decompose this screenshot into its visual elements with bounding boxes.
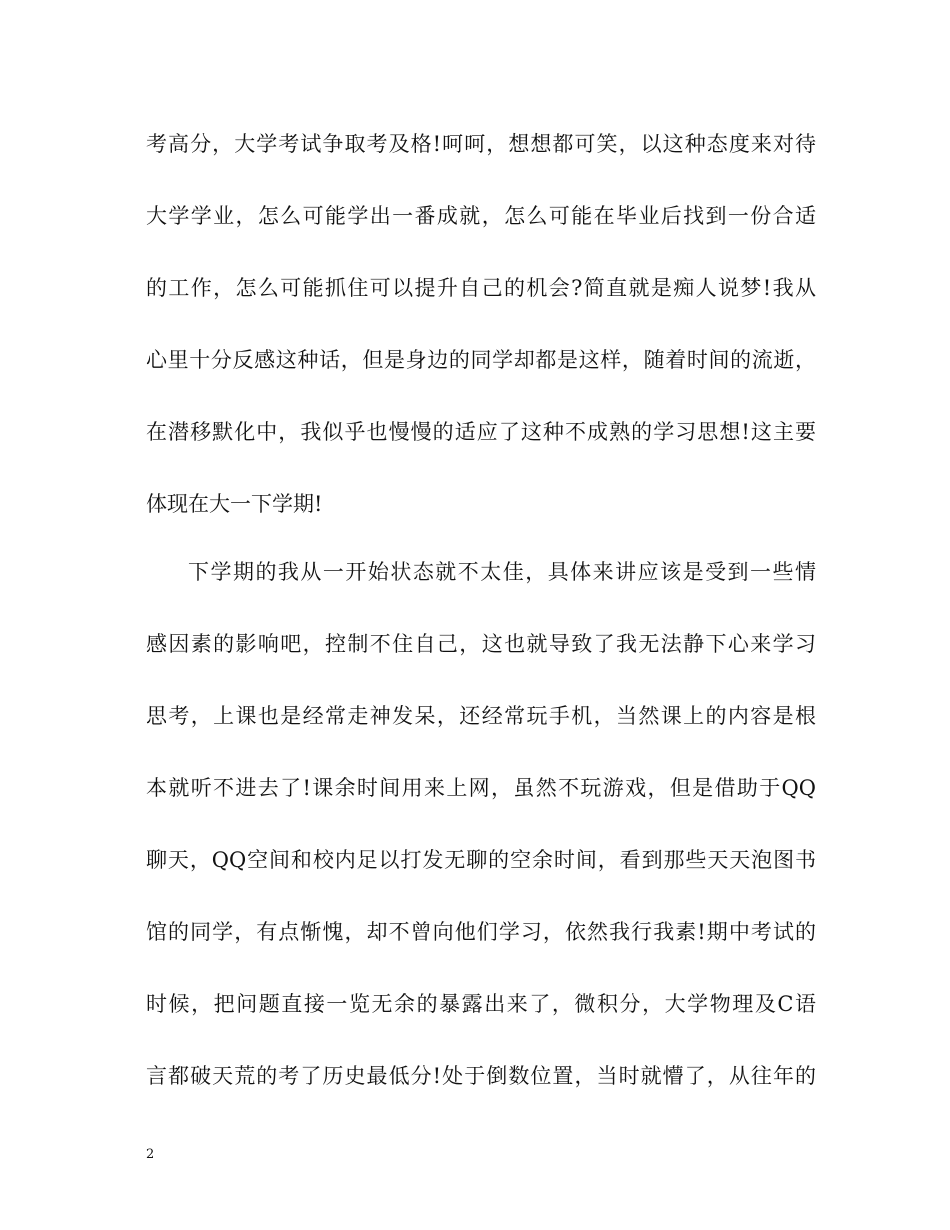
- text-line: 本就听不进去了!课余时间用来上网，虽然不玩游戏，但是借助于QQ: [146, 776, 816, 800]
- text-line: 馆的同学，有点惭愧，却不曾向他们学习，依然我行我素!期中考试的: [146, 920, 816, 944]
- text-line: 言都破天荒的考了历史最低分!处于倒数位置，当时就懵了，从往年的: [146, 1064, 816, 1088]
- text-line: 时候，把问题直接一览无余的暴露出来了，微积分，大学物理及C语: [146, 992, 816, 1016]
- text-line: 体现在大一下学期!: [146, 492, 323, 516]
- text-line: 的工作，怎么可能抓住可以提升自己的机会?简直就是痴人说梦!我从: [146, 276, 816, 300]
- text-line: 感因素的影响吧，控制不住自己，这也就导致了我无法静下心来学习: [146, 632, 816, 656]
- text-line: 思考，上课也是经常走神发呆，还经常玩手机，当然课上的内容是根: [146, 704, 816, 728]
- text-line: 下学期的我从一开始状态就不太佳，具体来讲应该是受到一些情: [188, 560, 816, 584]
- text-line: 聊天，QQ空间和校内足以打发无聊的空余时间，看到那些天天泡图书: [146, 848, 816, 872]
- text-line: 大学学业，怎么可能学出一番成就，怎么可能在毕业后找到一份合适: [146, 204, 816, 228]
- text-line: 心里十分反感这种话，但是身边的同学却都是这样，随着时间的流逝，: [146, 348, 816, 372]
- text-line: 考高分，大学考试争取考及格!呵呵，想想都可笑，以这种态度来对待: [146, 132, 816, 156]
- text-line: 在潜移默化中，我似乎也慢慢的适应了这种不成熟的学习思想!这主要: [146, 420, 816, 444]
- page-number: 2: [146, 1147, 155, 1162]
